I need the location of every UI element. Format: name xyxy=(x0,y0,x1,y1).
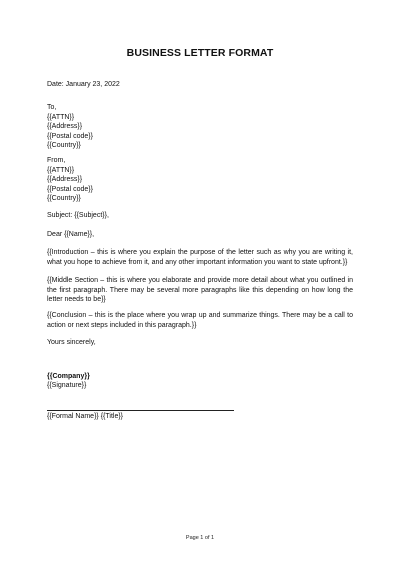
introduction-paragraph: {{Introduction – this is where you explain the purpose of the letter such as why you are writing it, what you hope to achieve from it, and any other important information you want to state upfront.}} xyxy=(47,249,353,266)
recipient-address: {{Address}} xyxy=(47,123,83,131)
subject-line: Subject: {{Subject}}, xyxy=(47,212,109,219)
formal-name-title: {{Formal Name}} {{Title}} xyxy=(47,413,124,420)
sender-country: {{Country}} xyxy=(47,195,81,203)
signature-placeholder: {{Signature}} xyxy=(47,382,87,389)
recipient-block xyxy=(47,103,353,151)
page-number: Page 1 of 1 xyxy=(185,535,215,541)
recipient-attn: {{ATTN}} xyxy=(47,113,75,121)
signature-line xyxy=(47,410,234,411)
sender-attn: {{ATTN}} xyxy=(47,166,75,174)
letter-date: Date: January 23, 2022 xyxy=(47,81,120,88)
closing-line: Yours sincerely, xyxy=(47,339,96,346)
document-title: BUSINESS LETTER FORMAT xyxy=(126,47,274,59)
sender-label: From, xyxy=(47,157,66,164)
conclusion-paragraph: {{Conclusion – this is the place where you wrap up and summarize things. There may be a call to action or next steps included in this paragraph.}} xyxy=(47,312,353,329)
company-name: {{Company}} xyxy=(47,373,90,380)
recipient-country: {{Country}} xyxy=(47,142,81,150)
recipient-label: To, xyxy=(47,104,57,111)
sender-postal-code: {{Postal code}} xyxy=(47,185,93,193)
sender-block xyxy=(47,156,353,204)
sender-address: {{Address}} xyxy=(47,176,83,184)
salutation: Dear {{Name}}, xyxy=(47,231,95,238)
middle-section-paragraph: {{Middle Section – this is where you elaborate and provide more detail about what you outlined in the first paragraph. There may be several more paragraphs like this depending on how long the letter needs to be}} xyxy=(47,277,353,304)
recipient-postal-code: {{Postal code}} xyxy=(47,132,93,140)
